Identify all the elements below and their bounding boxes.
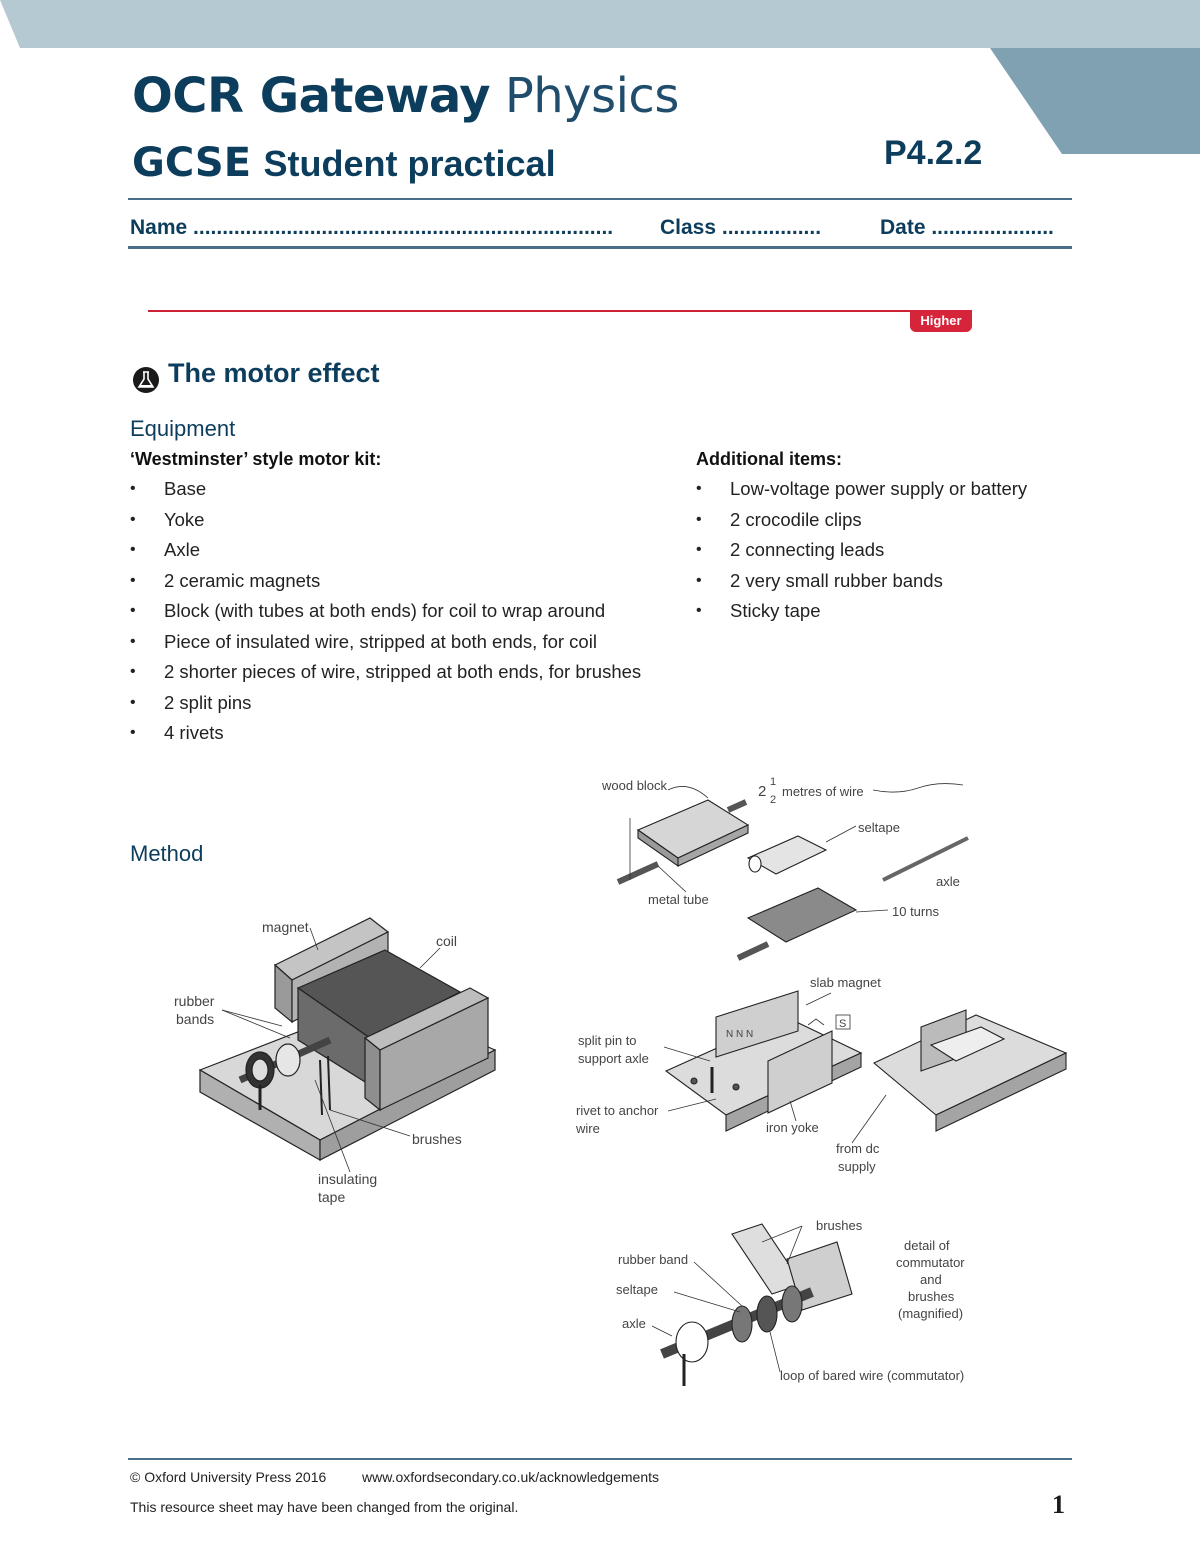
page-number: 1 (1052, 1490, 1065, 1519)
label-seltape: seltape (858, 820, 900, 835)
practical-flask-icon (132, 366, 160, 394)
label-from-dc-1: from dc (836, 1141, 880, 1156)
level-label: GCSE (132, 140, 252, 186)
motor-diagram (170, 910, 510, 1210)
subtitle (132, 140, 556, 186)
brand-bold: OCR Gateway (132, 68, 491, 124)
label-rivet-2: wire (576, 1121, 600, 1136)
list-item: • Piece of insulated wire, stripped at both ends, for coil (130, 630, 660, 654)
practical-code: P4.2.2 (884, 134, 983, 172)
label-coil: coil (436, 933, 458, 949)
label-detail-3: and (920, 1272, 942, 1287)
method-heading: Method (130, 841, 204, 866)
label-tape: tape (318, 1189, 346, 1205)
label-axle: axle (622, 1316, 646, 1331)
brand-subject: Physics (504, 68, 679, 124)
resource-note: This resource sheet may have been changed from the original. (130, 1499, 519, 1515)
copyright: © Oxford University Press 2016 (130, 1469, 327, 1485)
coil-winding-diagram (598, 770, 978, 970)
name-field[interactable]: Name ........................................................................ (130, 216, 614, 239)
brand-title (132, 68, 679, 124)
label-loop: loop of bared wire (commutator) (780, 1368, 965, 1383)
label-from-dc-2: supply (838, 1159, 876, 1174)
acknowledgements-link[interactable]: www.oxfordsecondary.co.uk/acknowledgements (362, 1469, 660, 1485)
label-turns: 10 turns (892, 904, 939, 919)
label-magnet: magnet (262, 919, 309, 935)
label-metal-tube: metal tube (648, 892, 709, 907)
list-item: • 2 ceramic magnets (130, 569, 660, 593)
assembly-diagram (576, 975, 1076, 1180)
list-item: • Low-voltage power supply or battery (696, 477, 1076, 501)
label-bands: bands (176, 1011, 215, 1027)
list-item: • 2 crocodile clips (696, 508, 1076, 532)
additional-list (696, 477, 1076, 630)
doc-type: Student practical (263, 143, 556, 184)
label-slab-magnet: slab magnet (810, 975, 881, 990)
additional-title: Additional items: (696, 449, 843, 469)
label-seltape: seltape (616, 1282, 658, 1297)
label-rivet-1: rivet to anchor (576, 1103, 659, 1118)
label-split-pin-2: support axle (578, 1051, 649, 1066)
label-s-pole: S (839, 1018, 847, 1030)
tier-line (148, 310, 910, 312)
label-wood-block: wood block (602, 778, 668, 793)
label-detail-1: detail of (904, 1238, 950, 1253)
label-iron-yoke: iron yoke (766, 1120, 819, 1135)
label-split-pin-1: split pin to (578, 1033, 637, 1048)
label-rubber-band: rubber band (618, 1252, 689, 1267)
list-item: • Yoke (130, 508, 660, 532)
label-detail-5: (magnified) (898, 1306, 964, 1321)
divider-top (128, 198, 1072, 200)
kit-list (130, 477, 660, 752)
list-item: • 2 split pins (130, 691, 660, 715)
list-item: • Base (130, 477, 660, 501)
list-item: • 2 connecting leads (696, 538, 1076, 562)
equipment-heading: Equipment (130, 416, 236, 441)
label-brushes: brushes (816, 1218, 863, 1233)
label-rubber: rubber (174, 993, 215, 1009)
list-item: • Block (with tubes at both ends) for coil to wrap around (130, 599, 660, 623)
label-detail-2: commutator (896, 1255, 965, 1270)
commutator-diagram (612, 1214, 992, 1394)
label-wire-two: 2 (758, 783, 767, 800)
list-item: • 4 rivets (130, 721, 660, 745)
tier-badge: Higher (910, 310, 972, 332)
divider-bottom (128, 246, 1072, 249)
class-field[interactable]: Class ................. (660, 216, 822, 239)
practical-title: The motor effect (168, 358, 380, 388)
label-wire-frac-num: 1 (770, 776, 777, 788)
label-wire-frac-den: 2 (770, 794, 777, 806)
list-item: • 2 shorter pieces of wire, stripped at both ends, for brushes (130, 660, 660, 684)
list-item: • Sticky tape (696, 599, 1076, 623)
list-item: • Axle (130, 538, 660, 562)
label-detail-4: brushes (908, 1289, 955, 1304)
kit-title: ‘Westminster’ style motor kit: (130, 449, 382, 469)
label-n-pole: N N N (726, 1029, 754, 1040)
footer-divider (128, 1458, 1072, 1460)
label-axle: axle (936, 874, 960, 889)
list-item: • 2 very small rubber bands (696, 569, 1076, 593)
date-field[interactable]: Date ..................... (880, 216, 1054, 239)
label-brushes: brushes (412, 1131, 462, 1147)
label-wire-length: metres of wire (782, 784, 864, 799)
label-insulating: insulating (318, 1171, 378, 1187)
